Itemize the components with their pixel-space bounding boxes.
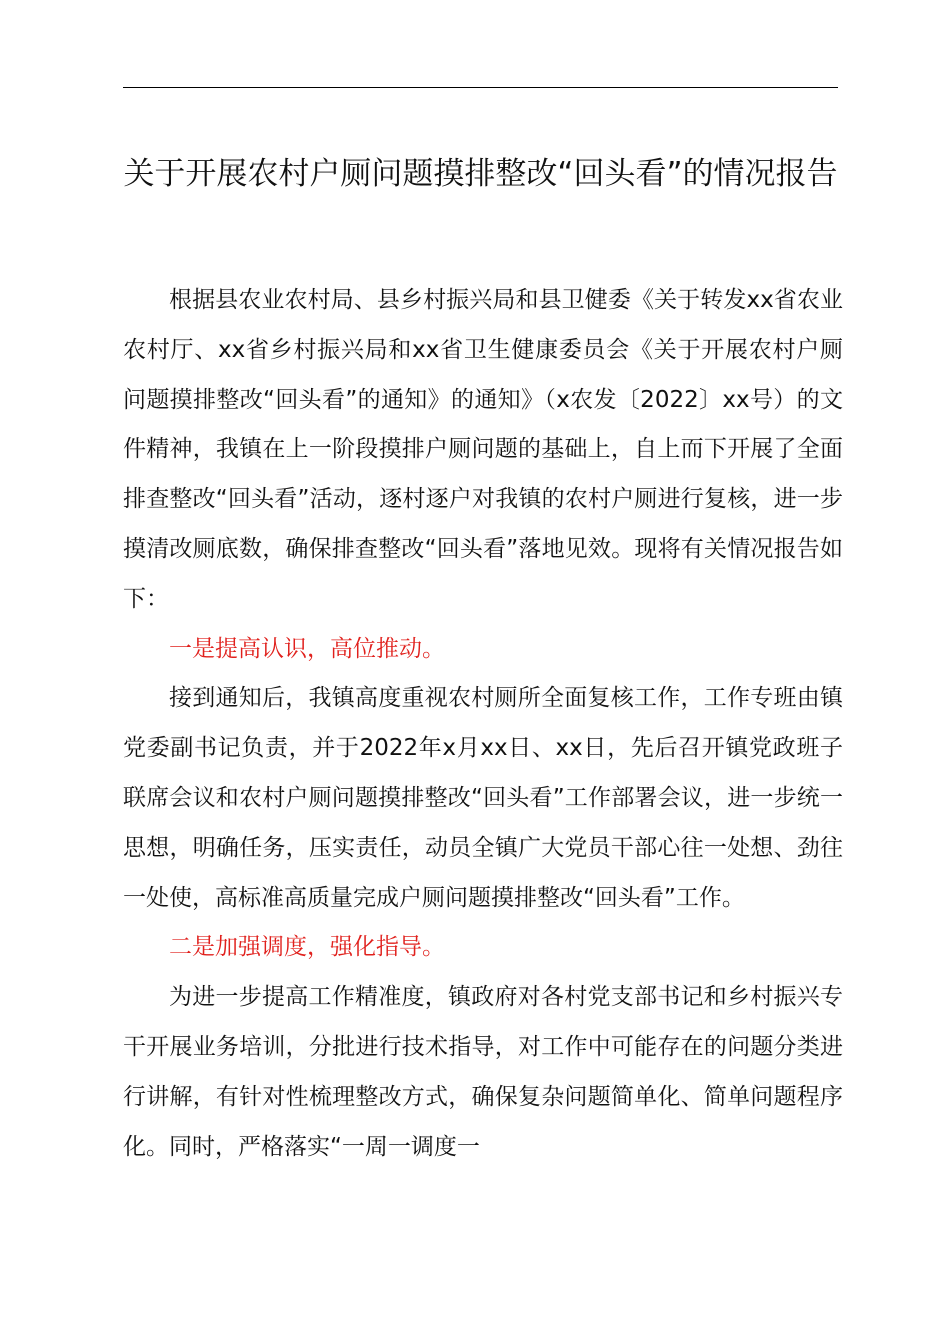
body-paragraph-intro: 根据县农业农村局、县乡村振兴局和县卫健委《关于转发xx省农业农村厅、xx省乡村振兴局和xx省卫生健康委员会《关于开展农村户厕问题摸排整改“回头看”的通知》的通知》（x农发〔2022〕xx号）的文件精神，我镇在上一阶段摸排户厕问题的基础上，自上而下开展了全面排查整改“回头看”活动，逐村逐户对我镇的农村户厕进行复核，进一步摸清改厕底数，确保排查整改“回头看”落地见效。现将有关情况报告如下： [123,287,843,612]
document-body [123,276,843,1172]
body-paragraph-2: 为进一步提高工作精准度，镇政府对各村党支部书记和乡村振兴专干开展业务培训，分批进行技术指导，对工作中可能存在的问题分类进行讲解，有针对性梳理整改方式，确保复杂问题简单化、简单问题程序化。同时，严格落实“一周一调度一 [123,984,843,1160]
section-heading-1: 一是提高认识，高位推动。 [169,635,445,662]
body-paragraph-1: 接到通知后，我镇高度重视农村厕所全面复核工作，工作专班由镇党委副书记负责，并于2022年x月xx日、xx日，先后召开镇党政班子联席会议和农村户厕问题摸排整改“回头看”工作部署会议，进一步统一思想，明确任务，压实责任，动员全镇广大党员干部心往一处想、劲往一处使，高标准高质量完成户厕问题摸排整改“回头看”工作。 [123,685,843,911]
section-heading-2: 二是加强调度，强化指导。 [169,934,445,961]
header-rule [123,87,838,88]
document-title: 关于开展农村户厕问题摸排整改“回头看”的情况报告 [123,156,838,192]
